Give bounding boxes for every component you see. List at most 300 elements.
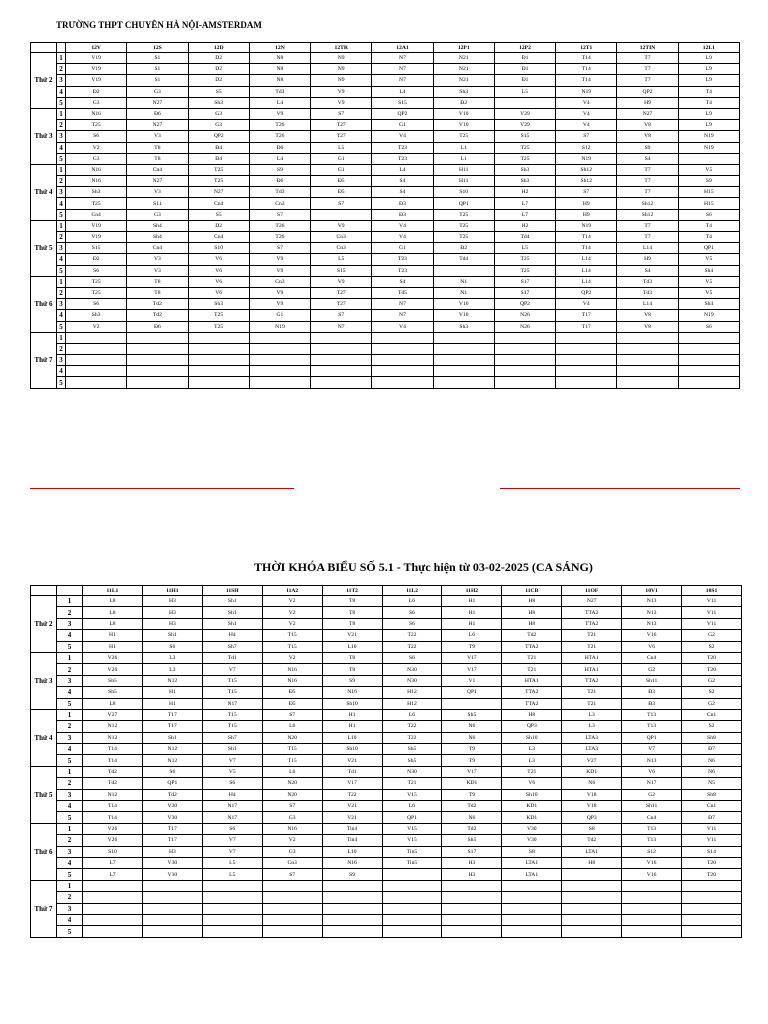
period-number: 2: [57, 64, 66, 75]
schedule-cell: T25: [66, 198, 127, 209]
schedule-cell: Td2: [127, 310, 188, 321]
schedule-cell: [678, 343, 739, 354]
schedule-cell: V9: [311, 220, 372, 231]
schedule-cell: T14: [556, 64, 617, 75]
schedule-cell: T8: [127, 287, 188, 298]
schedule-cell: Sh8: [682, 732, 742, 743]
schedule-cell: Sh10: [322, 744, 382, 755]
schedule-cell: [682, 926, 742, 937]
schedule-cell: L3: [502, 744, 562, 755]
schedule-cell: H15: [678, 187, 739, 198]
schedule-cell: [311, 377, 372, 388]
period-number: 3: [57, 618, 83, 629]
schedule-cell: Tin4: [322, 823, 382, 834]
table-row: [31, 176, 740, 187]
schedule-cell: N8: [249, 75, 310, 86]
table-row: [31, 607, 742, 618]
table-row: [31, 86, 740, 97]
schedule-cell: N27: [188, 187, 249, 198]
schedule-cell: [622, 880, 682, 891]
schedule-cell: T25: [66, 287, 127, 298]
schedule-cell: V17: [442, 664, 502, 675]
period-number: 5: [57, 869, 83, 880]
schedule-cell: Tin5: [382, 857, 442, 868]
schedule-cell: G2: [622, 789, 682, 800]
schedule-cell: V11: [682, 823, 742, 834]
day-label: Thứ 4: [31, 709, 57, 766]
period-number: 2: [57, 120, 66, 131]
class-header: 12L1: [678, 43, 739, 53]
schedule-cell: D2: [188, 220, 249, 231]
table-row: [31, 131, 740, 142]
period-number: 1: [57, 652, 83, 663]
schedule-cell: N16: [322, 857, 382, 868]
schedule-cell: G1: [249, 310, 310, 321]
schedule-cell: T23: [372, 153, 433, 164]
schedule-cell: [249, 377, 310, 388]
schedule-cell: V27: [83, 709, 143, 720]
schedule-cell: T21: [562, 630, 622, 641]
table-row: [31, 343, 740, 354]
schedule-cell: G3: [127, 209, 188, 220]
schedule-cell: V6: [622, 641, 682, 652]
schedule-cell: H1: [142, 687, 202, 698]
schedule-cell: V6: [188, 276, 249, 287]
schedule-cell: [678, 366, 739, 377]
schedule-cell: S12: [622, 846, 682, 857]
period-number: 5: [57, 755, 83, 766]
schedule-cell: L7: [494, 209, 555, 220]
schedule-cell: QP1: [442, 687, 502, 698]
schedule-cell: N7: [372, 64, 433, 75]
schedule-cell: HTA1: [562, 664, 622, 675]
schedule-cell: D2: [188, 75, 249, 86]
schedule-cell: T4: [678, 86, 739, 97]
schedule-cell: Sh4: [127, 220, 188, 231]
schedule-cell: T13: [622, 709, 682, 720]
schedule-cell: Đ2: [433, 97, 494, 108]
schedule-cell: T13: [622, 721, 682, 732]
schedule-cell: Cn4: [622, 652, 682, 663]
schedule-cell: T9: [442, 755, 502, 766]
class-header: 12S: [127, 43, 188, 53]
day-label: Thứ 7: [31, 880, 57, 937]
schedule-cell: L6: [442, 630, 502, 641]
schedule-cell: L6: [262, 766, 322, 777]
schedule-cell: S12: [556, 142, 617, 153]
schedule-cell: V19: [66, 53, 127, 64]
schedule-cell: H12: [382, 687, 442, 698]
schedule-cell: H8: [562, 857, 622, 868]
schedule-cell: T7: [617, 176, 678, 187]
schedule-cell: [678, 377, 739, 388]
class-header: 12P2: [494, 43, 555, 53]
table-row: [31, 596, 742, 607]
schedule-cell: [678, 153, 739, 164]
schedule-cell: S5: [188, 209, 249, 220]
schedule-cell: G3: [127, 86, 188, 97]
schedule-cell: T8: [322, 652, 382, 663]
period-number: 3: [57, 299, 66, 310]
schedule-cell: [262, 903, 322, 914]
schedule-cell: Cn3: [311, 232, 372, 243]
schedule-cell: N12: [142, 744, 202, 755]
schedule-cell: S6: [202, 823, 262, 834]
schedule-cell: Td4: [494, 232, 555, 243]
schedule-cell: H9: [556, 209, 617, 220]
schedule-cell: V3: [127, 131, 188, 142]
schedule-cell: [188, 332, 249, 343]
schedule-cell: S17: [494, 287, 555, 298]
schedule-cell: N26: [494, 310, 555, 321]
schedule-cell: Sh11: [622, 801, 682, 812]
table-row: [31, 721, 742, 732]
schedule-cell: N7: [311, 321, 372, 332]
schedule-cell: [142, 880, 202, 891]
schedule-cell: [249, 332, 310, 343]
schedule-cell: T21: [502, 766, 562, 777]
schedule-cell: L9: [678, 64, 739, 75]
schedule-cell: [494, 366, 555, 377]
schedule-cell: [682, 892, 742, 903]
schedule-cell: [249, 366, 310, 377]
schedule-cell: S4: [372, 176, 433, 187]
period-number: 5: [57, 377, 66, 388]
period-number: 1: [57, 880, 83, 891]
schedule-cell: L6: [382, 596, 442, 607]
schedule-cell: [188, 355, 249, 366]
schedule-cell: Sh10: [322, 698, 382, 709]
schedule-cell: N30: [382, 664, 442, 675]
schedule-cell: V9: [249, 265, 310, 276]
schedule-cell: S2: [682, 641, 742, 652]
schedule-cell: [83, 914, 143, 925]
schedule-cell: V2: [262, 607, 322, 618]
schedule-cell: Sh5: [382, 755, 442, 766]
schedule-cell: N30: [382, 675, 442, 686]
schedule-cell: V3: [127, 265, 188, 276]
schedule-cell: H3: [442, 857, 502, 868]
day-label: Thứ 3: [31, 652, 57, 709]
schedule-cell: QP2: [556, 287, 617, 298]
schedule-cell: S17: [494, 276, 555, 287]
schedule-cell: Td5: [372, 287, 433, 298]
schedule-cell: L3: [502, 755, 562, 766]
period-number: 5: [57, 812, 83, 823]
schedule-cell: [494, 377, 555, 388]
schedule-cell: T21: [562, 641, 622, 652]
schedule-cell: N6: [442, 721, 502, 732]
schedule-cell: T21: [502, 652, 562, 663]
schedule-cell: H1: [142, 698, 202, 709]
schedule-cell: Đ4: [188, 153, 249, 164]
class-header: 11SH: [202, 586, 262, 596]
period-number: 3: [57, 675, 83, 686]
day-label: Thứ 5: [31, 220, 57, 276]
schedule-cell: [382, 926, 442, 937]
schedule-cell: N12: [83, 732, 143, 743]
schedule-cell: S6: [382, 652, 442, 663]
schedule-cell: S1: [127, 75, 188, 86]
schedule-cell: [622, 903, 682, 914]
schedule-cell: N16: [66, 108, 127, 119]
schedule-cell: S6: [66, 299, 127, 310]
schedule-cell: T27: [311, 131, 372, 142]
schedule-cell: L14: [556, 254, 617, 265]
schedule-cell: V5: [202, 766, 262, 777]
period-number: 1: [57, 220, 66, 231]
schedule-cell: N6: [682, 755, 742, 766]
schedule-cell: Sh3: [66, 310, 127, 321]
schedule-cell: Td1: [202, 652, 262, 663]
schedule-cell: [442, 903, 502, 914]
schedule-cell: L9: [678, 108, 739, 119]
schedule-cell: N16: [322, 687, 382, 698]
period-number: 1: [57, 332, 66, 343]
schedule-cell: Sh12: [617, 198, 678, 209]
schedule-cell: QP1: [142, 778, 202, 789]
schedule-cell: [66, 332, 127, 343]
schedule-cell: [556, 343, 617, 354]
schedule-cell: V5: [678, 164, 739, 175]
schedule-cell: S10: [83, 846, 143, 857]
schedule-cell: [502, 914, 562, 925]
schedule-cell: [66, 366, 127, 377]
schedule-cell: S2: [682, 687, 742, 698]
schedule-cell: [382, 892, 442, 903]
schedule-cell: [188, 343, 249, 354]
schedule-cell: G2: [682, 675, 742, 686]
header-blank: [57, 43, 66, 53]
schedule-cell: N12: [142, 675, 202, 686]
schedule-cell: T7: [617, 187, 678, 198]
schedule-cell: L9: [678, 120, 739, 131]
schedule-cell: V6: [502, 778, 562, 789]
schedule-cell: V11: [682, 835, 742, 846]
schedule-cell: [127, 366, 188, 377]
table-row: [31, 164, 740, 175]
class-header: 12P1: [433, 43, 494, 53]
schedule-cell: L1: [433, 153, 494, 164]
schedule-cell: S7: [311, 310, 372, 321]
day-label: Thứ 4: [31, 164, 57, 220]
schedule-cell: N17: [622, 778, 682, 789]
schedule-cell: [322, 903, 382, 914]
schedule-cell: S7: [249, 209, 310, 220]
schedule-cell: T15: [202, 709, 262, 720]
period-number: 2: [57, 232, 66, 243]
schedule-cell: N19: [556, 220, 617, 231]
schedule-cell: [83, 880, 143, 891]
schedule-cell: T25: [494, 254, 555, 265]
schedule-cell: V3: [127, 254, 188, 265]
schedule-cell: V8: [617, 310, 678, 321]
schedule-cell: N17: [202, 812, 262, 823]
schedule-cell: H12: [382, 698, 442, 709]
schedule-cell: [502, 926, 562, 937]
class-header: 11L2: [382, 586, 442, 596]
schedule-cell: V2: [66, 142, 127, 153]
table-row: [31, 377, 740, 388]
schedule-cell: L10: [322, 846, 382, 857]
schedule-cell: KD1: [502, 801, 562, 812]
schedule-cell: L1: [433, 142, 494, 153]
schedule-cell: T8: [127, 276, 188, 287]
schedule-cell: [562, 903, 622, 914]
period-number: 2: [57, 176, 66, 187]
schedule-cell: N16: [66, 164, 127, 175]
period-number: 5: [57, 97, 66, 108]
schedule-cell: T25: [433, 131, 494, 142]
period-number: 1: [57, 53, 66, 64]
schedule-cell: L3: [562, 721, 622, 732]
table-row: [31, 812, 742, 823]
schedule-cell: [127, 343, 188, 354]
schedule-cell: T23: [372, 254, 433, 265]
schedule-cell: V7: [202, 846, 262, 857]
schedule-cell: V7: [202, 755, 262, 766]
schedule-cell: Cn4: [188, 198, 249, 209]
schedule-cell: S1: [127, 53, 188, 64]
schedule-cell: N17: [202, 698, 262, 709]
schedule-cell: T21: [502, 664, 562, 675]
schedule-cell: Sh12: [556, 176, 617, 187]
schedule-cell: V17: [322, 778, 382, 789]
schedule-cell: [382, 869, 442, 880]
schedule-cell: H4: [202, 789, 262, 800]
schedule-cell: [382, 914, 442, 925]
schedule-cell: N21: [433, 53, 494, 64]
schedule-cell: V6: [622, 766, 682, 777]
table-row: [31, 698, 742, 709]
schedule-cell: Sh12: [617, 209, 678, 220]
class-header: 12N: [249, 43, 310, 53]
schedule-cell: QP2: [372, 108, 433, 119]
schedule-cell: [617, 332, 678, 343]
schedule-cell: N7: [372, 299, 433, 310]
schedule-cell: [142, 892, 202, 903]
schedule-cell: QP2: [494, 299, 555, 310]
schedule-cell: TTA2: [502, 641, 562, 652]
schedule-cell: T22: [382, 630, 442, 641]
table-row: [31, 64, 740, 75]
schedule-cell: L5: [311, 254, 372, 265]
table-row: [31, 53, 740, 64]
schedule-cell: G3: [262, 846, 322, 857]
schedule-cell: G1: [311, 164, 372, 175]
schedule-cell: L3: [142, 664, 202, 675]
period-number: 2: [57, 607, 83, 618]
schedule-cell: H2: [494, 187, 555, 198]
schedule-cell: V15: [382, 789, 442, 800]
schedule-cell: L7: [83, 869, 143, 880]
schedule-cell: L6: [382, 709, 442, 720]
schedule-cell: [562, 880, 622, 891]
table-row: [31, 220, 740, 231]
schedule-cell: [249, 343, 310, 354]
schedule-cell: V17: [442, 652, 502, 663]
schedule-cell: S4: [617, 153, 678, 164]
schedule-cell: G1: [311, 153, 372, 164]
timetable-title: THỜI KHÓA BIỂU SỐ 5.1 - Thực hiện từ 03-02-2025 (CA SÁNG): [254, 560, 593, 574]
schedule-cell: N27: [127, 120, 188, 131]
schedule-cell: [322, 880, 382, 891]
schedule-cell: T27: [311, 287, 372, 298]
schedule-cell: [188, 366, 249, 377]
schedule-cell: N16: [66, 176, 127, 187]
schedule-cell: H11: [433, 164, 494, 175]
schedule-cell: [442, 698, 502, 709]
table-row: [31, 97, 740, 108]
table-row: [31, 857, 742, 868]
period-number: 5: [57, 641, 83, 652]
schedule-cell: Sh3: [433, 321, 494, 332]
schedule-cell: G1: [372, 243, 433, 254]
schedule-cell: TTA2: [562, 607, 622, 618]
schedule-cell: L8: [83, 618, 143, 629]
schedule-cell: [127, 377, 188, 388]
schedule-cell: V3: [127, 187, 188, 198]
schedule-cell: S7: [556, 131, 617, 142]
schedule-cell: Sh1: [202, 607, 262, 618]
schedule-cell: TTA2: [562, 618, 622, 629]
schedule-cell: Đ1: [494, 53, 555, 64]
schedule-cell: V30: [142, 812, 202, 823]
schedule-cell: V6: [188, 254, 249, 265]
schedule-cell: T26: [249, 120, 310, 131]
schedule-cell: V19: [66, 220, 127, 231]
schedule-cell: N19: [249, 321, 310, 332]
schedule-cell: H9: [617, 97, 678, 108]
table-row: [31, 232, 740, 243]
schedule-cell: L5: [494, 243, 555, 254]
schedule-cell: H4: [202, 630, 262, 641]
schedule-cell: [142, 926, 202, 937]
red-underline: [30, 488, 294, 489]
schedule-cell: L8: [83, 698, 143, 709]
schedule-cell: Sh4: [678, 299, 739, 310]
schedule-cell: [372, 332, 433, 343]
schedule-cell: T25: [433, 220, 494, 231]
schedule-cell: V26: [83, 835, 143, 846]
schedule-cell: S9: [322, 675, 382, 686]
schedule-cell: Cn3: [311, 243, 372, 254]
class-header: 10S1: [682, 586, 742, 596]
schedule-cell: T15: [202, 721, 262, 732]
schedule-cell: QP3: [562, 812, 622, 823]
schedule-cell: G2: [622, 664, 682, 675]
schedule-cell: Cn4: [127, 164, 188, 175]
schedule-cell: Đ2: [66, 86, 127, 97]
schedule-cell: T25: [494, 142, 555, 153]
table-row: [31, 687, 742, 698]
schedule-cell: T15: [202, 675, 262, 686]
period-number: 4: [57, 857, 83, 868]
schedule-cell: Td2: [83, 778, 143, 789]
schedule-cell: [83, 926, 143, 937]
schedule-cell: V9: [311, 276, 372, 287]
class-header: 11CB: [502, 586, 562, 596]
schedule-cell: [433, 377, 494, 388]
schedule-cell: N16: [262, 823, 322, 834]
schedule-cell: N20: [262, 778, 322, 789]
schedule-cell: G1: [372, 120, 433, 131]
day-label: Thứ 3: [31, 108, 57, 164]
schedule-cell: V19: [66, 232, 127, 243]
schedule-cell: LTA3: [562, 744, 622, 755]
table-row: [31, 652, 742, 663]
schedule-cell: N9: [311, 53, 372, 64]
